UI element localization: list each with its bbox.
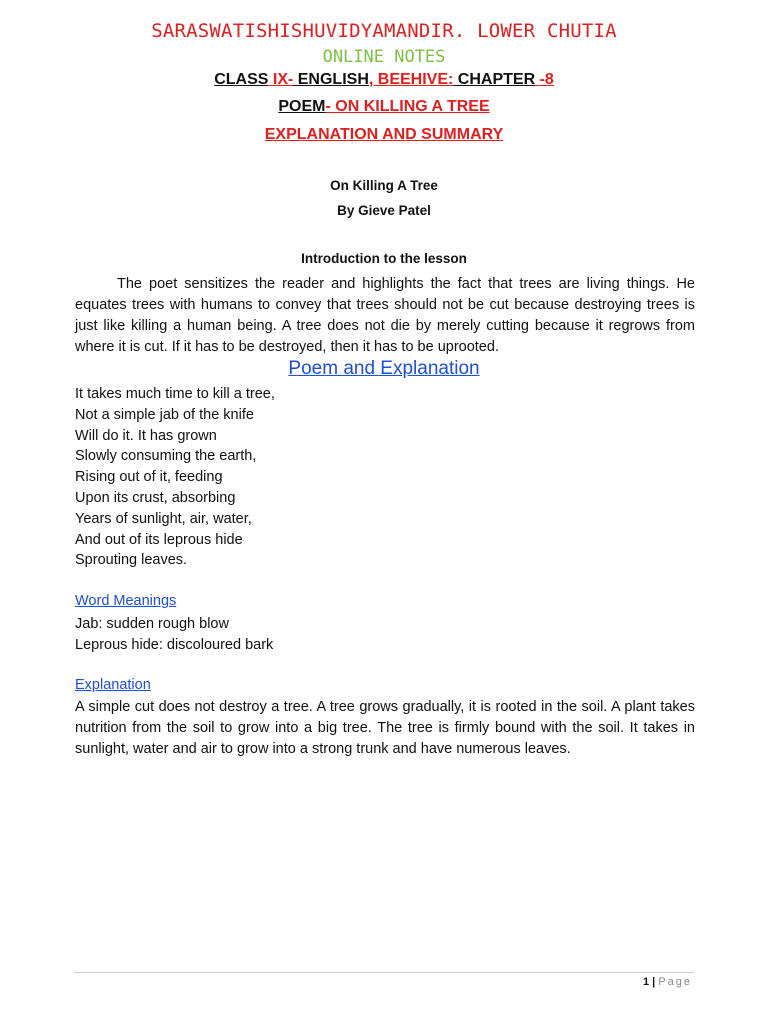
poem-line-8: And out of its leprous hide [75, 531, 243, 548]
word-meaning-item: Jab: sudden rough blow [75, 616, 229, 632]
explanation-heading: Explanation [75, 677, 151, 693]
word-meanings-list [75, 614, 273, 656]
word-meanings-heading: Word Meanings [75, 593, 177, 609]
class-subject: ENGLISH [293, 71, 369, 88]
chapter-number: -8 [535, 71, 554, 88]
chapter-label: CHAPTER [453, 71, 536, 88]
poem-explanation-heading: Poem and Explanation [288, 358, 480, 379]
poem-line [0, 98, 768, 116]
footer-divider [74, 972, 694, 973]
introduction-heading: Introduction to the lesson [301, 251, 467, 266]
class-number: IX- [268, 71, 294, 88]
poem-author: By Gieve Patel [337, 203, 431, 218]
online-notes-label: ONLINE NOTES [322, 47, 446, 67]
page-footer [643, 976, 692, 988]
poem-title: On Killing A Tree [330, 178, 438, 193]
book-name: , BEEHIVE: [368, 71, 454, 88]
explanation-summary-heading: EXPLANATION AND SUMMARY [264, 126, 504, 143]
poem-line-5: Rising out of it, feeding [75, 469, 223, 486]
introduction-text: The poet sensitizes the reader and highlights the fact that trees are living things. He equates trees with humans to convey that trees should not be cut because destroying trees is just like killing a human being. A tree does not die by merely cutting because it regrows from where it is cut. If it has to be destroyed, then it has to be uprooted. [75, 276, 695, 355]
poem-prefix: POEM [278, 98, 326, 115]
poem-name: - ON KILLING A TREE [325, 98, 490, 115]
school-name: SARASWATISHISHUVIDYAMANDIR. LOWER CHUTIA [151, 20, 617, 42]
poem-line-6: Upon its crust, absorbing [75, 489, 236, 506]
poem-line-3: Will do it. It has grown [75, 427, 217, 444]
class-prefix: CLASS [214, 71, 269, 88]
page-number: 1 [642, 976, 650, 988]
poem-line-1: It takes much time to kill a tree, [75, 386, 275, 402]
footer-separator: | [649, 976, 659, 988]
page-label: Page [658, 976, 692, 988]
word-meaning-item: Leprous hide: discoloured bark [75, 637, 274, 653]
poem-stanza [75, 384, 275, 571]
poem-line-7: Years of sunlight, air, water, [75, 510, 252, 527]
explanation-text: A simple cut does not destroy a tree. A tree grows gradually, it is rooted in the soil. A plant takes nutrition from the soil to grow into a big tree. The tree is firmly bound with the soil. It takes in sunlight, water and air to grow into a strong trunk and have numerous leaves. [75, 699, 695, 757]
poem-line-4: Slowly consuming the earth, [75, 448, 257, 465]
class-line [0, 71, 768, 89]
poem-line-2: Not a simple jab of the knife [75, 406, 254, 423]
poem-line-9: Sprouting leaves. [75, 552, 188, 569]
